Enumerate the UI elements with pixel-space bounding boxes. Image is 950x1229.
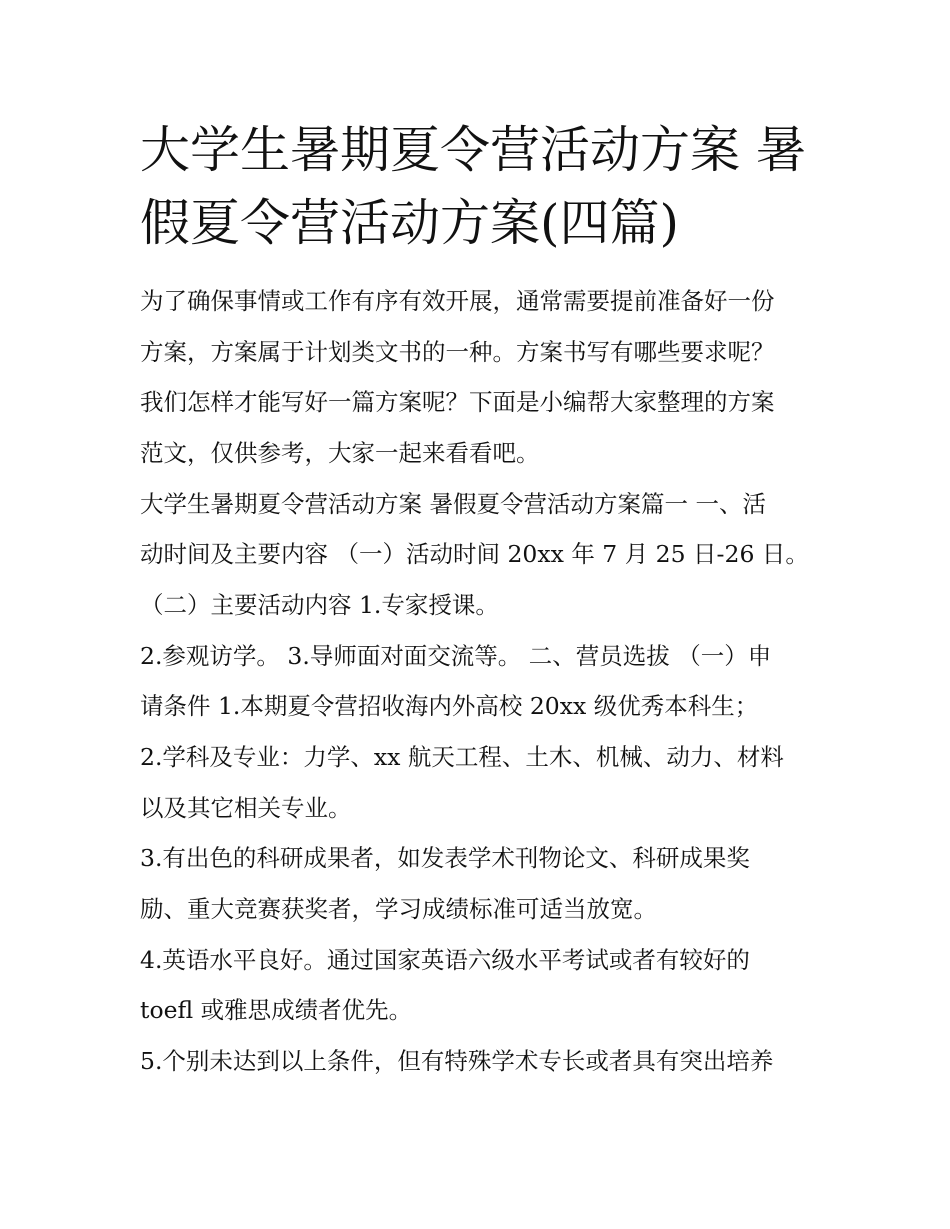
body-line-2: 方案，方案属于计划类文书的一种。方案书写有哪些要求呢？ bbox=[140, 338, 775, 366]
body-line-4: 范文，仅供参考，大家一起来看看吧。 bbox=[140, 439, 540, 467]
body-line-10: 2.学科及专业：力学、xx 航天工程、土木、机械、动力、材料 bbox=[140, 743, 784, 771]
body-line-9: 请条件 1.本期夏令营招收海内外高校 20xx 级优秀本科生； bbox=[140, 692, 759, 720]
document-title-line-2: 假夏令营活动方案(四篇) bbox=[140, 194, 680, 252]
body-line-3: 我们怎样才能写好一篇方案呢？下面是小编帮大家整理的方案 bbox=[140, 388, 775, 416]
body-line-5: 大学生暑期夏令营活动方案 暑假夏令营活动方案篇一 一、活 bbox=[140, 490, 766, 518]
body-line-15: toefl 或雅思成绩者优先。 bbox=[140, 996, 413, 1024]
body-line-1: 为了确保事情或工作有序有效开展，通常需要提前准备好一份 bbox=[140, 287, 775, 315]
document-title-line-1: 大学生暑期夏令营活动方案 暑 bbox=[140, 121, 806, 179]
body-line-16: 5.个别未达到以上条件，但有特殊学术专长或者具有突出培养 bbox=[140, 1047, 774, 1075]
body-line-13: 励、重大竞赛获奖者，学习成绩标准可适当放宽。 bbox=[140, 895, 657, 923]
body-line-8: 2.参观访学。 3.导师面对面交流等。 二、营员选拔 （一）申 bbox=[140, 642, 772, 670]
body-line-12: 3.有出色的科研成果者，如发表学术刊物论文、科研成果奖 bbox=[140, 844, 750, 872]
body-line-6: 动时间及主要内容 （一）活动时间 20xx 年 7 月 25 日-26 日。 bbox=[140, 540, 809, 568]
body-line-14: 4.英语水平良好。通过国家英语六级水平考试或者有较好的 bbox=[140, 946, 750, 974]
body-line-11: 以及其它相关专业。 bbox=[140, 794, 352, 822]
body-line-7: （二）主要活动内容 1.专家授课。 bbox=[140, 591, 499, 619]
